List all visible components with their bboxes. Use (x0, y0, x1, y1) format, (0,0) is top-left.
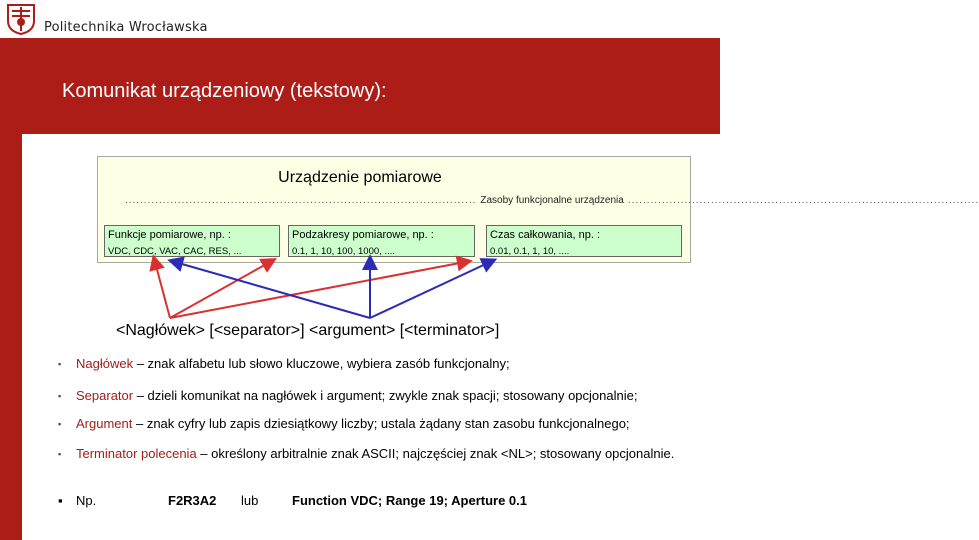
box-label: Podzakresy pomiarowe, np. : (292, 229, 434, 241)
left-accent-strip (0, 38, 22, 540)
bullet-header (58, 356, 716, 372)
example-long: Function VDC; Range 19; Aperture 0.1 (292, 493, 527, 508)
function-box-integration-time (486, 225, 682, 257)
box-values: 0.01, 0.1, 1, 10, .... (490, 246, 570, 257)
logo-text: Politechnika Wrocławska (44, 20, 208, 35)
command-syntax: <Nagłówek> [<separator>] <argument> [<terminator>] (116, 322, 500, 339)
bullet-term: Terminator polecenia (76, 446, 197, 461)
university-crest-icon (6, 3, 36, 35)
bullet-term: Separator (76, 388, 134, 403)
box-label: Funkcje pomiarowe, np. : (108, 229, 231, 241)
box-values: 0.1, 1, 10, 100, 1000, .... (292, 246, 395, 257)
bullet-icon: ▪ (58, 493, 63, 508)
bullet-icon: ▪ (58, 391, 62, 401)
dotted-leader-right: ............................................................................................. (627, 195, 979, 206)
box-values: VDC, CDC, VAC, CAC, RES, ... (108, 246, 242, 257)
function-box-measurement (104, 225, 280, 257)
bullet-desc: – dzieli komunikat na nagłówek i argument; zwykle znak spacji; stosowany opcjonalnie; (133, 388, 638, 403)
bullet-term: Nagłówek (76, 356, 134, 371)
slide-title: Komunikat urządzeniowy (tekstowy): (62, 80, 387, 102)
bullet-desc: – określony arbitralnie znak ASCII; najczęściej znak <NL>; stosowany opcjonalnie. (196, 446, 675, 461)
device-title: Urządzenie pomiarowe (278, 169, 442, 186)
box-label: Czas całkowania, np. : (490, 229, 601, 241)
bullet-icon: ▪ (58, 359, 62, 369)
function-box-range (288, 225, 475, 257)
bullet-icon: ▪ (58, 419, 62, 429)
bullet-terminator (58, 446, 676, 462)
header-bar (0, 0, 720, 38)
bullet-argument (58, 416, 716, 432)
example-short: F2R3A2 (168, 493, 217, 508)
example-or: lub (241, 493, 259, 508)
resources-label: Zasoby funkcjonalne urządzenia (480, 195, 624, 206)
example-line (58, 493, 698, 513)
dotted-leader-left: ............................................................................................. (125, 195, 477, 206)
bullet-icon: ▪ (58, 449, 62, 459)
bullet-desc: – znak cyfry lub zapis dziesiątkowy liczby; ustala żądany stan zasobu funkcjonalnego; (132, 416, 630, 431)
bullet-term: Argument (76, 416, 133, 431)
bullet-desc: – znak alfabetu lub słowo kluczowe, wybiera zasób funkcjonalny; (133, 356, 510, 371)
example-label: Np. (76, 493, 97, 508)
resources-line (125, 195, 979, 206)
bullet-separator (58, 388, 716, 404)
